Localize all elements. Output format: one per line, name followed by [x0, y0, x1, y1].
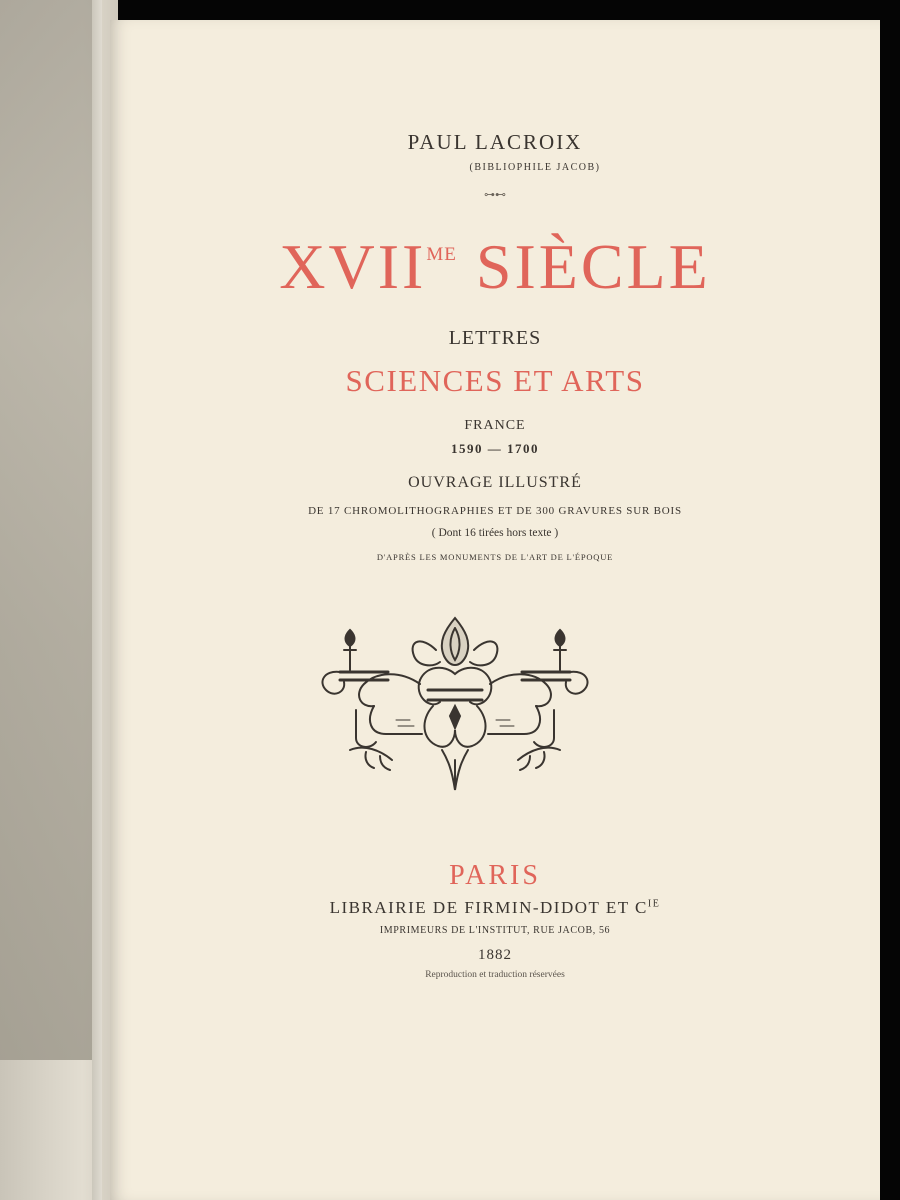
- work-type: OUVRAGE ILLUSTRÉ: [408, 474, 582, 491]
- country: FRANCE: [464, 418, 526, 433]
- title-page: [110, 20, 880, 1200]
- gutter-shadow: [92, 0, 102, 1200]
- title-numeral: XVII: [279, 231, 427, 302]
- author-name: PAUL LACROIX: [407, 130, 583, 154]
- illustrations-note: DE 17 CHROMOLITHOGRAPHIES ET DE 300 GRAVURES SUR BOIS: [308, 505, 682, 517]
- year-range: 1590 — 1700: [451, 441, 539, 456]
- book-title: [110, 230, 880, 304]
- rights-notice: Reproduction et traduction réservées: [425, 970, 565, 980]
- subtitle-sciences-arts: SCIENCES ET ARTS: [345, 363, 645, 398]
- publisher-superscript: IE: [647, 898, 661, 910]
- facing-engraved-plate: [0, 0, 92, 1060]
- subtitle-lettres: LETTRES: [448, 327, 542, 349]
- title-superscript: ME: [426, 244, 457, 265]
- publisher: [110, 898, 880, 918]
- facing-page: [0, 0, 118, 1200]
- printers-address: IMPRIMEURS DE L'INSTITUT, RUE JACOB, 56: [379, 925, 611, 936]
- plates-note: ( Dont 16 tirées hors texte ): [431, 527, 559, 539]
- title-word: SIÈCLE: [475, 231, 711, 302]
- small-divider: ⊶⊷: [484, 189, 506, 201]
- city: PARIS: [449, 860, 541, 891]
- author-pseudonym: (BIBLIOPHILE JACOB): [469, 162, 601, 173]
- publisher-name: LIBRAIRIE DE FIRMIN-DIDOT ET C: [329, 898, 648, 917]
- source-note: D'APRÈS LES MONUMENTS DE L'ART DE L'ÉPOQUE: [376, 552, 614, 562]
- publication-year: 1882: [478, 947, 512, 963]
- baroque-scrollwork-ornament-icon: [310, 610, 600, 800]
